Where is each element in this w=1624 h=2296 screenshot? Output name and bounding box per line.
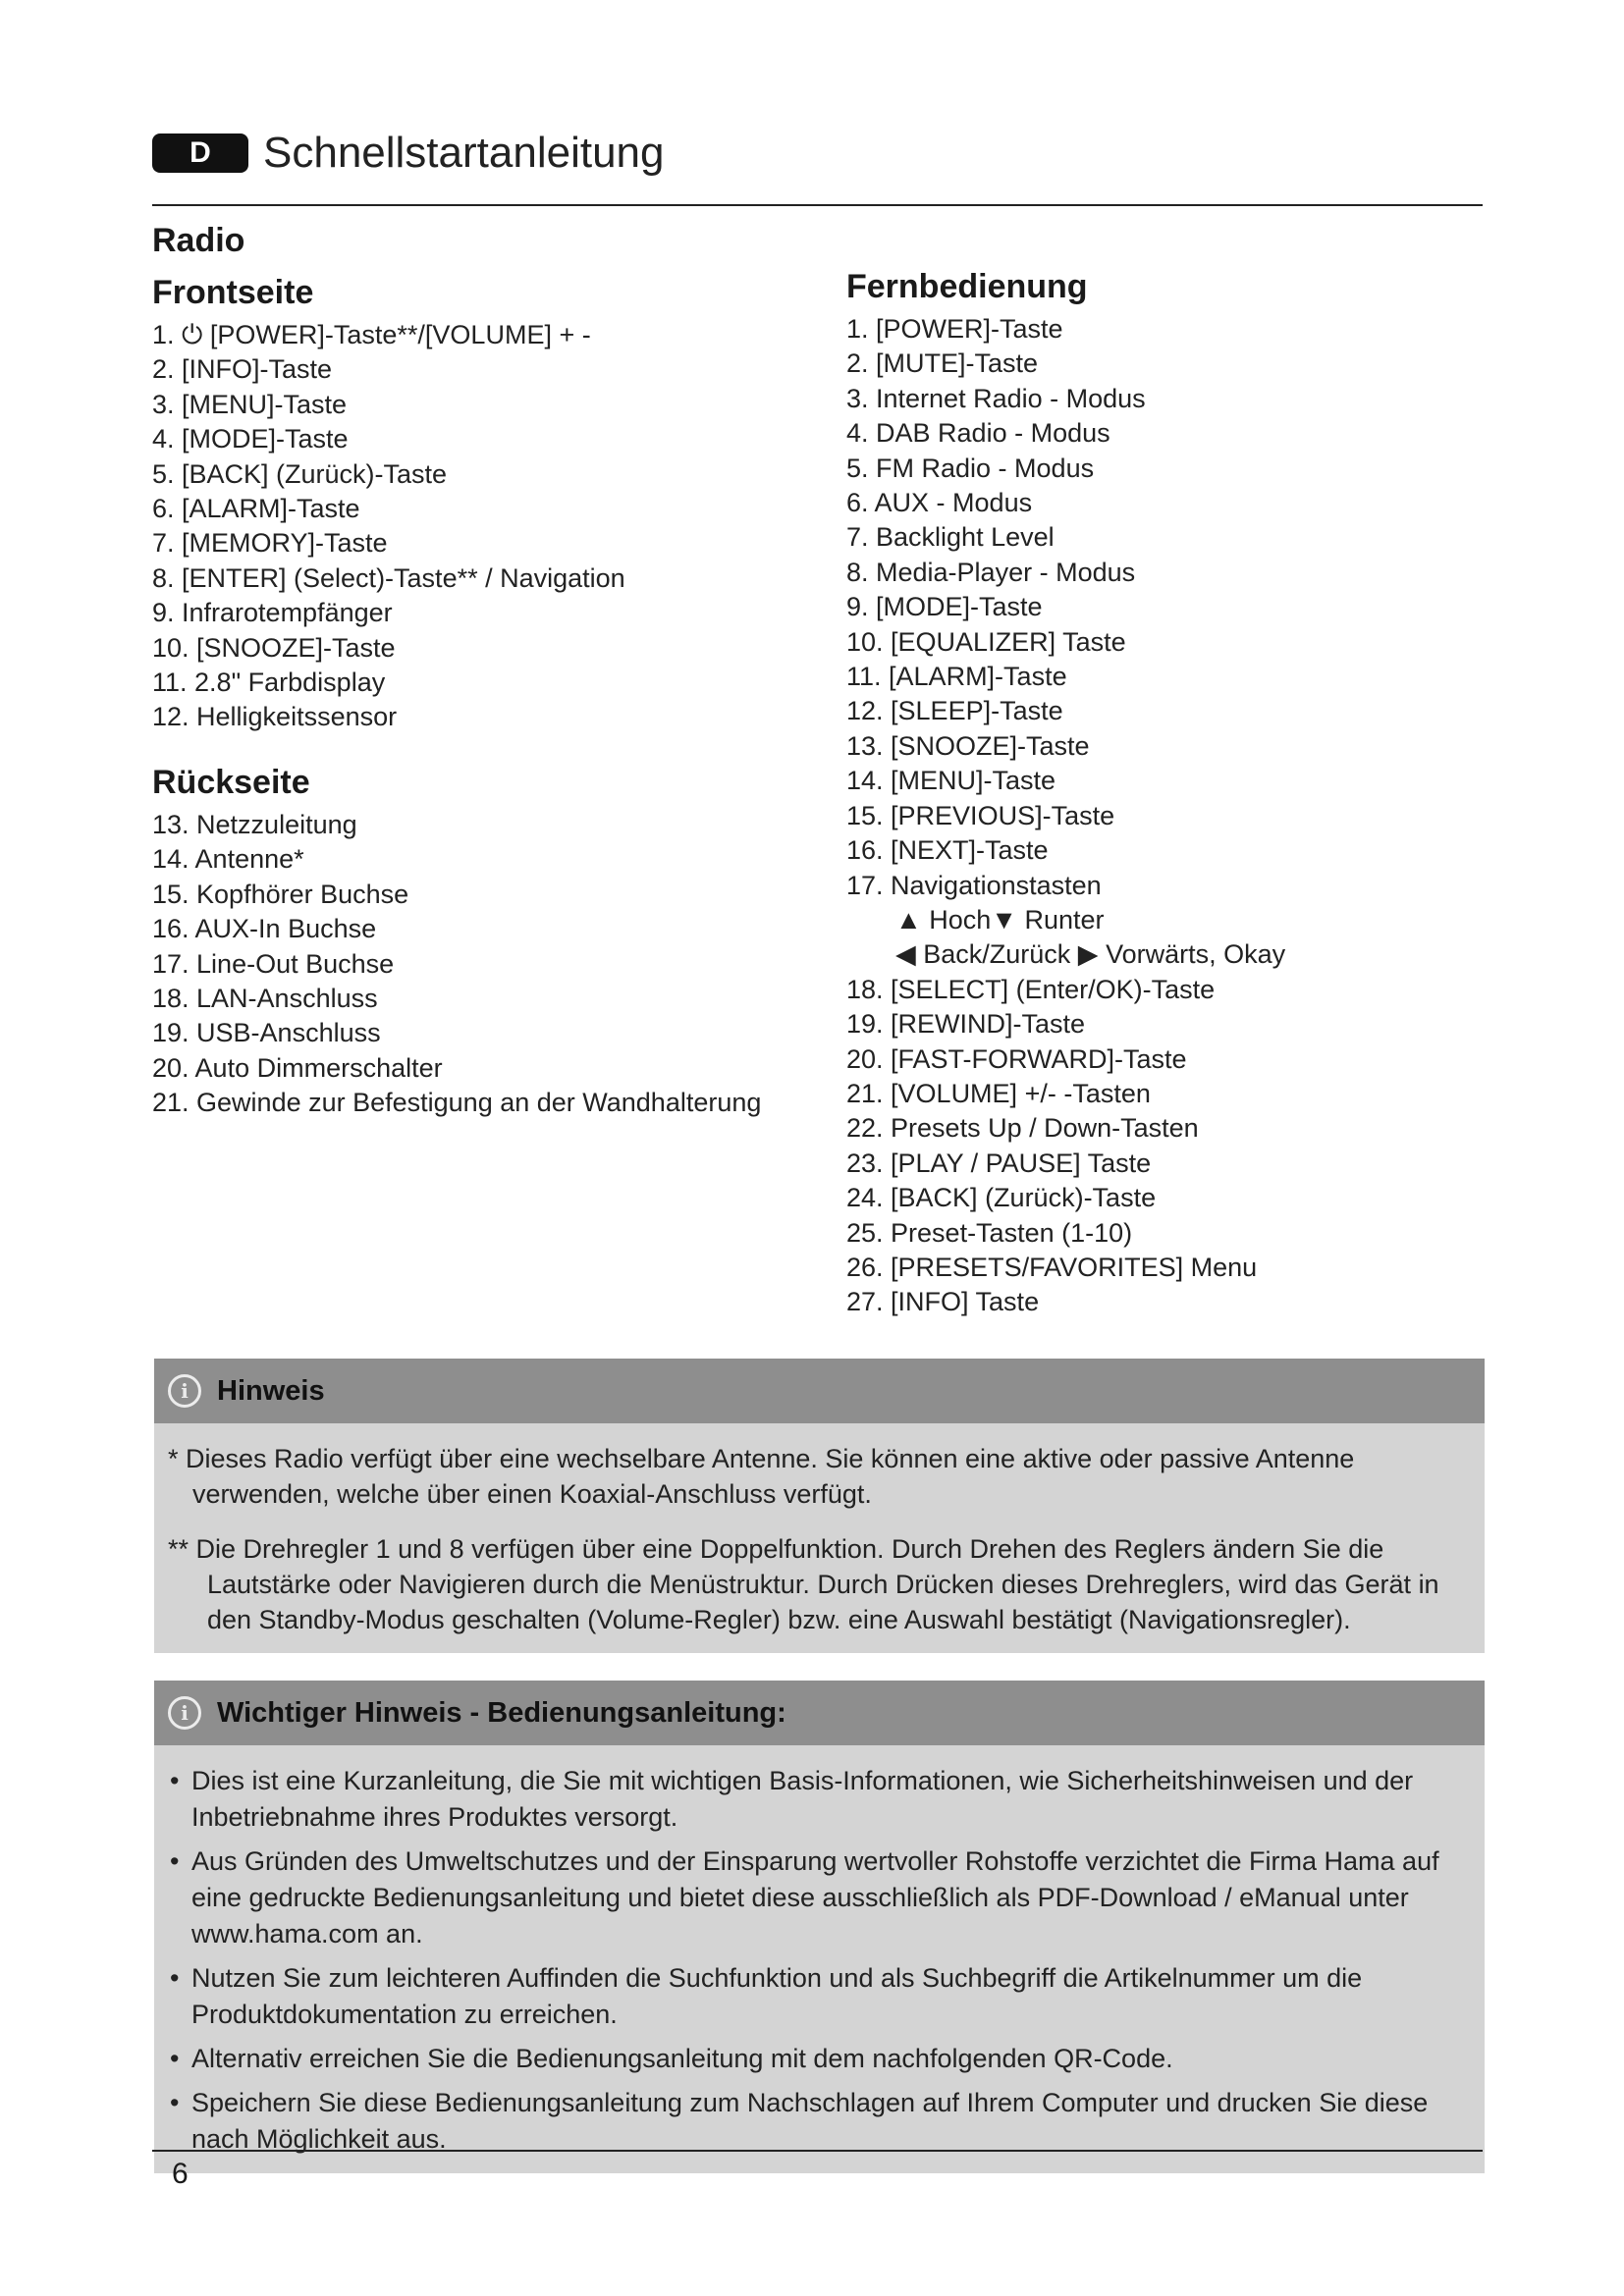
list-item: 20. Auto Dimmerschalter	[152, 1052, 443, 1083]
list-item: 17. Line-Out Buchse	[152, 948, 395, 979]
front-list	[152, 318, 781, 735]
note-title: Wichtiger Hinweis - Bedienungsanleitung:	[217, 1696, 786, 1729]
note-body	[154, 1745, 1485, 2173]
device-parts-column	[152, 271, 781, 1121]
remote-heading: Fernbedienung	[846, 268, 1088, 305]
list-item: 23. [PLAY / PAUSE] Taste	[846, 1148, 1152, 1178]
list-item: 13. Netzzuleitung	[152, 809, 357, 839]
footer-divider	[152, 2150, 1483, 2152]
list-item: 11. 2.8" Farbdisplay	[152, 667, 386, 698]
page-number: 6	[172, 2158, 189, 2190]
nav-sub-text: ▲ Hoch▼ Runter	[895, 904, 1105, 934]
list-item: 15. [PREVIOUS]-Taste	[846, 800, 1115, 830]
bullet-item: • Aus Gründen des Umweltschutzes und der Einsparung wertvoller Rohstoffe verzichtet die Firma Hama auf eine gedruckte Bedienungsanleitung und bietet diese ausschließlich als PDF-Download / eManual unter www.hama.com an.	[168, 1843, 1471, 1952]
nav-sub-leftright	[846, 937, 1485, 972]
list-item: 19. USB-Anschluss	[152, 1018, 381, 1048]
list-item: 1. [POWER]-Taste	[846, 314, 1063, 344]
important-note-box	[154, 1681, 1485, 2173]
list-item: 8. [ENTER] (Select)-Taste** / Navigation	[152, 562, 625, 593]
list-item: 3. [MENU]-Taste	[152, 389, 348, 419]
note-paragraph: ** Die Drehregler 1 und 8 verfügen über eine Doppelfunktion. Durch Drehen des Reglers ändern Sie die Lautstärke oder Navigieren durch die Menüstruktur. Durch Drücken dieses Drehreglers, wird das Gerät in den Standby-Modus geschalten (Volume-Regler) bzw. eine Auswahl bestätigt (Navigationsregler).	[168, 1534, 1439, 1634]
bullet-item: • Alternativ erreichen Sie die Bedienungsanleitung mit dem nachfolgenden QR-Code.	[168, 2041, 1471, 2077]
note-header	[154, 1681, 1485, 1745]
list-item: 6. AUX - Modus	[846, 488, 1033, 518]
list-item: 11. [ALARM]-Taste	[846, 662, 1067, 692]
list-item: 15. Kopfhörer Buchse	[152, 879, 409, 909]
back-list	[152, 808, 781, 1121]
list-item: 12. [SLEEP]-Taste	[846, 696, 1063, 726]
list-item: 3. Internet Radio - Modus	[846, 383, 1146, 413]
note-header	[154, 1359, 1485, 1423]
list-item: 4. DAB Radio - Modus	[846, 418, 1110, 449]
list-item: 5. FM Radio - Modus	[846, 453, 1095, 483]
list-item: 7. [MEMORY]-Taste	[152, 528, 388, 559]
list-item: 21. Gewinde zur Befestigung an der Wandhalterung	[152, 1088, 762, 1118]
list-item: 8. Media-Player - Modus	[846, 557, 1136, 587]
list-item: 19. [REWIND]-Taste	[846, 1009, 1086, 1040]
list-item: 1. ⏻ [POWER]-Taste**/[VOLUME] + -	[152, 320, 591, 349]
note-body	[154, 1423, 1485, 1653]
nav-sub-text: ◀ Back/Zurück ▶ Vorwärts, Okay	[895, 939, 1286, 970]
note-box	[154, 1359, 1485, 1653]
list-item: 16. AUX-In Buchse	[152, 914, 377, 944]
info-icon: i	[168, 1696, 201, 1730]
list-item: 25. Preset-Tasten (1-10)	[846, 1217, 1133, 1248]
bullet-item: • Dies ist eine Kurzanleitung, die Sie mit wichtigen Basis-Informationen, wie Sicherheitshinweisen und der Inbetriebnahme ihres Produktes versorgt.	[168, 1763, 1471, 1836]
list-item: 5. [BACK] (Zurück)-Taste	[152, 458, 448, 489]
list-item: 2. [INFO]-Taste	[152, 354, 333, 385]
nav-sub-updown	[846, 903, 1485, 937]
language-badge: D	[152, 133, 248, 173]
list-item: 13. [SNOOZE]-Taste	[846, 730, 1090, 761]
info-icon: i	[168, 1374, 201, 1408]
note-title: Hinweis	[217, 1374, 325, 1407]
bullet-item: • Nutzen Sie zum leichteren Auffinden die Suchfunktion und als Suchbegriff die Artikelnummer um die Produktdokumentation zu erreichen.	[168, 1960, 1471, 2033]
front-heading: Frontseite	[152, 274, 314, 311]
list-item: 16. [NEXT]-Taste	[846, 835, 1049, 866]
page-title: Schnellstartanleitung	[263, 129, 665, 177]
note-paragraph: * Dieses Radio verfügt über eine wechselbare Antenne. Sie können eine aktive oder passive Antenne verwenden, welche über einen Koaxial-Anschluss verfügt.	[168, 1444, 1355, 1509]
list-item: 9. Infrarotempfänger	[152, 598, 393, 628]
list-item: 22. Presets Up / Down-Tasten	[846, 1113, 1199, 1144]
list-item: 4. [MODE]-Taste	[152, 424, 349, 454]
list-item: 20. [FAST-FORWARD]-Taste	[846, 1043, 1187, 1074]
section-title: Radio	[152, 222, 245, 259]
list-item: 10. [EQUALIZER] Taste	[846, 626, 1126, 657]
list-item: 6. [ALARM]-Taste	[152, 494, 360, 524]
page-header	[152, 126, 1483, 206]
list-item: 14. [MENU]-Taste	[846, 766, 1056, 796]
bullet-item: • Speichern Sie diese Bedienungsanleitung zum Nachschlagen auf Ihrem Computer und drucken Sie diese nach Möglichkeit aus.	[168, 2085, 1471, 2158]
list-item: 17. Navigationstasten	[846, 870, 1102, 900]
list-item: 7. Backlight Level	[846, 522, 1055, 553]
list-item: 24. [BACK] (Zurück)-Taste	[846, 1183, 1157, 1213]
list-item: 26. [PRESETS/FAVORITES] Menu	[846, 1252, 1258, 1282]
list-item: 10. [SNOOZE]-Taste	[152, 632, 396, 663]
list-item: 18. LAN-Anschluss	[152, 983, 378, 1013]
list-item: 12. Helligkeitssensor	[152, 702, 398, 732]
list-item: 27. [INFO] Taste	[846, 1287, 1040, 1317]
list-item: 14. Antenne*	[152, 844, 304, 875]
remote-column	[846, 265, 1485, 1320]
list-item: 9. [MODE]-Taste	[846, 592, 1043, 622]
list-item: 2. [MUTE]-Taste	[846, 348, 1039, 379]
remote-list	[846, 312, 1485, 1320]
bullet-list	[168, 1763, 1471, 2158]
list-item: 18. [SELECT] (Enter/OK)-Taste	[846, 974, 1216, 1004]
list-item: 21. [VOLUME] +/- -Tasten	[846, 1078, 1151, 1108]
back-heading: Rückseite	[152, 763, 310, 801]
